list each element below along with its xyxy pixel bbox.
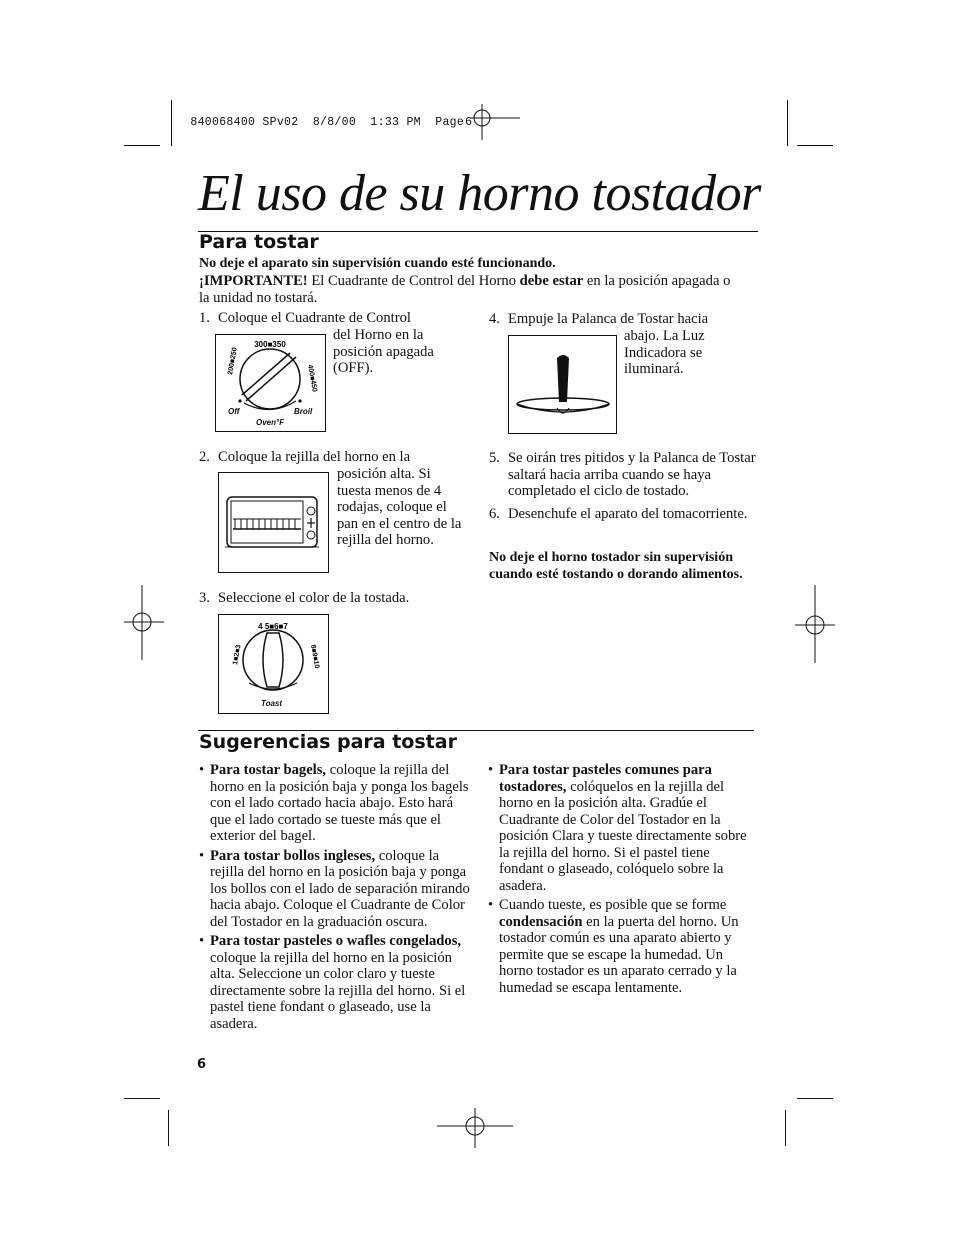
tip-text: coloque la rejilla del horno en la posición alta. Seleccione un color claro y tueste directamente sobre la rejilla del horno. Si el pastel tiene fondant o glaseado, use la asadera. <box>210 949 466 1032</box>
step-2-line1: Coloque la rejilla del horno en la <box>218 449 411 465</box>
registration-mark <box>470 100 520 140</box>
oven-dial-illustration <box>215 334 326 432</box>
crop-mark <box>171 100 172 146</box>
svg-text:200■250: 200■250 <box>227 346 239 376</box>
svg-text:1■2■3: 1■2■3 <box>232 644 243 666</box>
crop-mark <box>787 100 788 146</box>
print-slug-text: 840068400 SPv02 8/8/00 1:33 PM Page <box>190 116 465 129</box>
crop-mark <box>785 1110 786 1146</box>
registration-mark <box>437 1108 513 1148</box>
toast-lever-illustration <box>508 335 617 434</box>
oven-dial-label: Oven°F <box>256 418 285 427</box>
step-4-wrap: abajo. La Luz Indicadora se iluminará. <box>624 328 705 377</box>
tip-text: coloque la rejilla del horno en la posición baja y ponga los bagels con el lado cortado hacia abajo. Esto hará que el lado cortado se tueste más que el exterior del bagel. <box>210 762 469 844</box>
registration-mark <box>124 585 164 660</box>
oven-broil-label: Broil <box>294 407 313 416</box>
toast-lever-icon <box>509 336 616 433</box>
step-1-line1: Coloque el Cuadrante de Control <box>218 310 411 326</box>
tip-bold: Para tostar bollos ingleses, <box>210 847 376 864</box>
step-4-line1: Empuje la Palanca de Tostar hacia <box>508 311 709 327</box>
page-mark: 6 <box>465 116 473 129</box>
crop-mark <box>797 145 833 146</box>
toaster-oven-illustration <box>218 472 329 573</box>
oven-off-label: Off <box>228 407 240 416</box>
svg-text:400■450: 400■450 <box>306 364 318 393</box>
crop-mark <box>124 1098 160 1099</box>
important-text-b: debe estar <box>519 273 584 289</box>
step-5-text: Se oirán tres pitidos y la Palanca de Tostar saltará hacia arriba cuando se haya completado el ciclo de tostado. <box>508 450 756 499</box>
tip-pre: Cuando tueste, es posible que se forme <box>499 897 727 913</box>
svg-text:4 5■6■7: 4 5■6■7 <box>258 622 288 631</box>
tip-bold: Para tostar pasteles comunes para tostadores, <box>499 762 712 795</box>
tip-bold: Para tostar bagels, <box>210 762 327 778</box>
step-4-number: 4. <box>489 311 500 327</box>
tips-right-column <box>488 762 750 999</box>
supervision-warning: No deje el aparato sin supervisión cuando esté funcionando. <box>199 256 556 271</box>
step-5-number: 5. <box>489 450 500 466</box>
tip-bold: Para tostar pasteles o wafles congelados, <box>210 933 462 949</box>
svg-text:300■350: 300■350 <box>254 340 286 349</box>
tip-bold: condensación <box>499 913 583 930</box>
registration-mark <box>795 585 835 663</box>
step-2-wrap: posición alta. Si tuesta menos de 4 rodajas, coloque el pan en el centro de la rejilla del horno. <box>337 466 462 548</box>
final-warning: No deje el horno tostador sin supervisión cuando esté tostando o dorando alimentos. <box>489 550 743 582</box>
tip-item <box>488 762 750 894</box>
tip-text: colóquelos en la rejilla del horno en la posición alta. Gradúe el Cuadrante de Color del Tostador en la posición Clara y tueste directamente sobre la rejilla del horno. Si el pastel tiene fondant o glaseado, colóquelo sobre la asadera. <box>499 778 747 894</box>
crop-mark <box>168 1110 169 1146</box>
tip-item <box>199 933 474 1032</box>
crop-mark <box>124 145 160 146</box>
section-heading-para-tostar: Para tostar <box>199 231 319 253</box>
step-1-number: 1. <box>199 310 210 326</box>
step-3-number: 3. <box>199 590 210 606</box>
tip-text: coloque la rejilla del horno en la posición baja y ponga los bollos con el lado de separación mirando hacia abajo. Coloque el Cuadrante de Color del Tostador en la graduación oscura. <box>210 847 470 930</box>
page-number: 6 <box>197 1057 207 1072</box>
page-title: El uso de su horno tostador <box>198 165 761 222</box>
important-note <box>199 273 739 306</box>
tip-item <box>488 897 750 996</box>
step-2-number: 2. <box>199 449 210 465</box>
svg-text:8■9■10: 8■9■10 <box>309 644 321 670</box>
toaster-oven-icon <box>219 473 328 572</box>
crop-mark <box>797 1098 833 1099</box>
tips-left-column <box>199 762 474 1035</box>
tip-item <box>199 848 474 931</box>
step-3-text: Seleccione el color de la tostada. <box>218 590 410 606</box>
step-6-text: Desenchufe el aparato del tomacorriente. <box>508 506 748 522</box>
tip-item <box>199 762 474 845</box>
step-1-wrap: del Horno en la posición apagada (OFF). <box>333 327 434 376</box>
section-heading-sugerencias: Sugerencias para tostar <box>199 731 457 753</box>
print-slug <box>176 103 472 129</box>
important-text-a: El Cuadrante de Control del Horno <box>307 273 520 289</box>
important-text-c: en la posición apagada o la unidad no tostará. <box>199 273 731 306</box>
step-6 <box>489 506 749 523</box>
important-label: ¡IMPORTANTE! <box>199 273 308 289</box>
oven-dial-icon <box>216 335 325 431</box>
step-5 <box>489 450 759 500</box>
tip-text: en la puerta del horno. Un tostador común es una aparato abierto y permite que se escape la humedad. Un horno tostador es un aparato cerrado y la humedad se escapa lentamente. <box>499 913 739 996</box>
toast-dial-label: Toast <box>261 699 283 708</box>
toast-dial-illustration <box>218 614 329 714</box>
step-6-number: 6. <box>489 506 500 522</box>
